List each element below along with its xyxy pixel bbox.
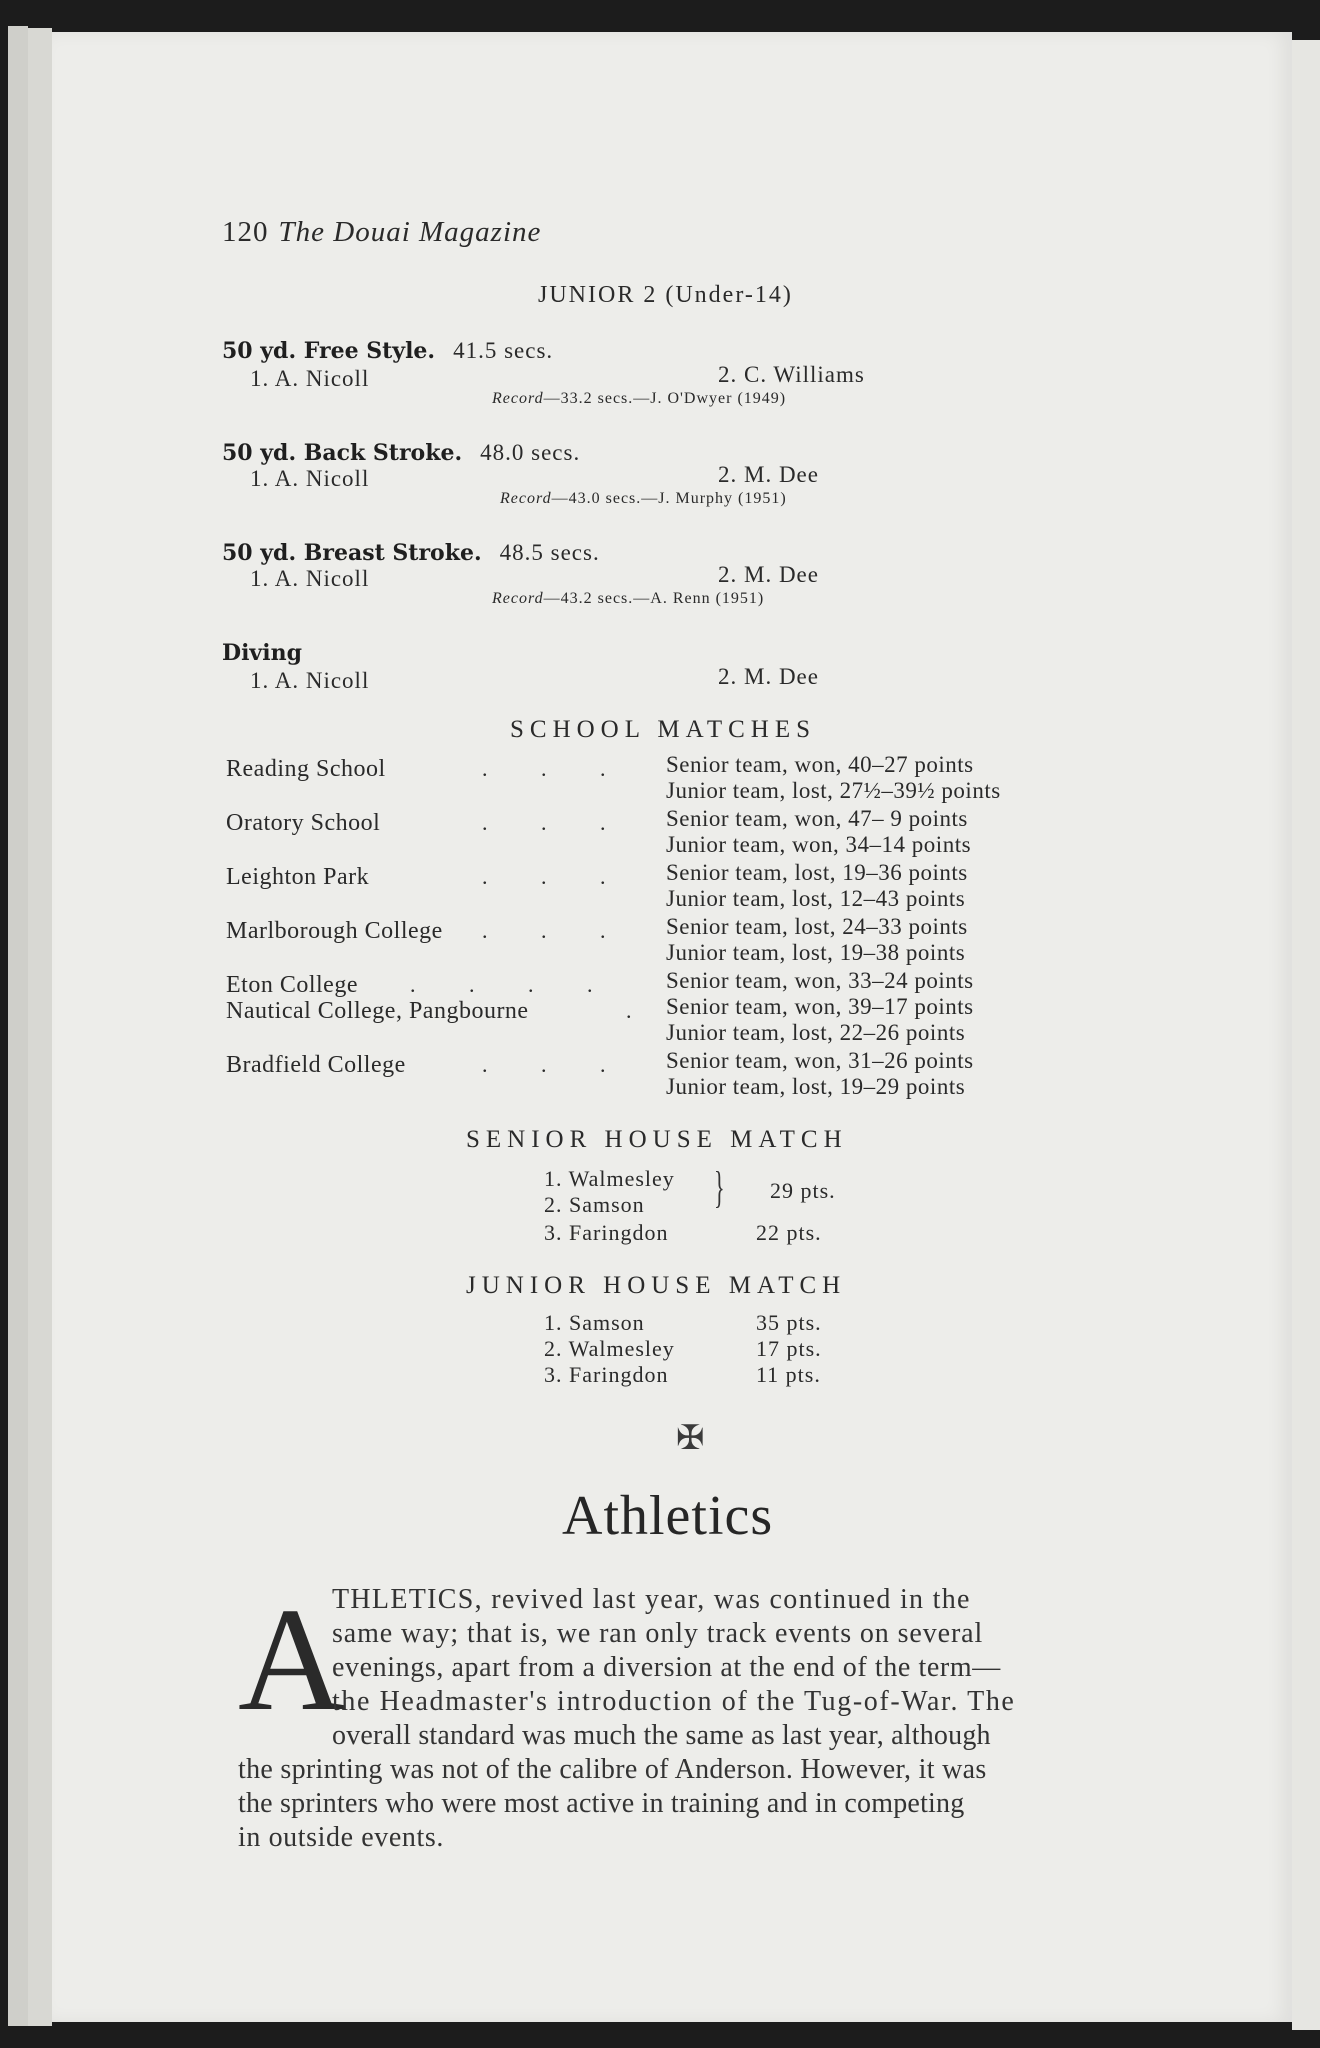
match-result: Senior team, lost, 24–33 points (666, 914, 968, 939)
match-result: Junior team, lost, 27½–39½ points (666, 778, 1001, 803)
record-label: Record (492, 390, 544, 407)
page-number: 120 (222, 216, 269, 248)
record-text: —33.2 secs.—J. O'Dwyer (1949) (543, 390, 787, 407)
match-result: Senior team, won, 39–17 points (666, 994, 974, 1019)
event-name: 50 yd. Free Style. (222, 338, 436, 364)
school-name: Eton College (226, 972, 358, 998)
match-result: Junior team, won, 34–14 points (666, 832, 972, 857)
athletics-title: Athletics (562, 1485, 774, 1547)
record-text: —43.0 secs.—J. Murphy (1951) (551, 490, 787, 507)
school-name: Reading School (226, 756, 386, 782)
event-time: 48.0 secs. (480, 440, 581, 465)
match-result: Junior team, lost, 19–29 points (666, 1074, 966, 1099)
school-name: Leighton Park (226, 864, 370, 890)
tied-points: 29 pts. (770, 1178, 836, 1203)
event-breast-stroke (222, 540, 600, 566)
house-position: 2. Walmesley (544, 1336, 675, 1361)
match-result: Junior team, lost, 19–38 points (666, 940, 966, 965)
second-place: 2. M. Dee (718, 462, 819, 487)
body-line: the sprinting was not of the calibre of Anderson. However, it was (238, 1754, 987, 1785)
record-label: Record (492, 590, 544, 607)
house-points: 17 pts. (756, 1336, 822, 1361)
match-result: Senior team, won, 40–27 points (666, 752, 974, 777)
house-position: 2. Samson (544, 1192, 645, 1217)
match-result: Junior team, lost, 22–26 points (666, 1020, 966, 1045)
first-place: 1. A. Nicoll (250, 466, 370, 491)
match-result: Senior team, lost, 19–36 points (666, 860, 968, 885)
body-line: in outside events. (238, 1822, 444, 1853)
match-result: Senior team, won, 33–24 points (666, 968, 974, 993)
house-position: 1. Samson (544, 1310, 645, 1335)
school-matches-heading: SCHOOL MATCHES (510, 716, 817, 743)
second-place: 2. M. Dee (718, 664, 819, 689)
school-name: Marlborough College (226, 918, 443, 944)
senior-house-match-heading: SENIOR HOUSE MATCH (466, 1126, 848, 1153)
second-place: 2. M. Dee (718, 562, 819, 587)
match-result: Junior team, lost, 12–43 points (666, 886, 966, 911)
page-edge (8, 26, 28, 2026)
school-name: Bradfield College (226, 1052, 406, 1078)
event-name: 50 yd. Breast Stroke. (222, 540, 482, 566)
leader-dots: . . . (482, 810, 630, 835)
tie-brace: } (714, 1163, 725, 1212)
record-label: Record (500, 490, 552, 507)
drop-cap: A (238, 1578, 345, 1742)
second-place: 2. C. Williams (718, 362, 865, 387)
body-line: overall standard was much the same as last year, although (332, 1720, 991, 1751)
first-place: 1. A. Nicoll (250, 366, 370, 391)
record-text: —43.2 secs.—A. Renn (1951) (543, 590, 765, 607)
house-points: 35 pts. (756, 1310, 822, 1335)
running-head (222, 216, 541, 249)
house-position: 3. Faringdon (544, 1220, 669, 1245)
junior-house-match-heading: JUNIOR HOUSE MATCH (466, 1272, 847, 1299)
event-record (492, 390, 786, 408)
match-result: Senior team, won, 47– 9 points (666, 806, 968, 831)
school-name: Oratory School (226, 810, 381, 836)
event-time: 48.5 secs. (499, 540, 600, 565)
body-line: the Headmaster's introduction of the Tug-of-War. The (332, 1686, 1016, 1717)
house-points: 11 pts. (756, 1362, 821, 1387)
body-line: THLETICS, revived last year, was continued in the (332, 1584, 971, 1615)
leader-dots: . (626, 998, 632, 1023)
event-record (492, 590, 764, 608)
first-place: 1. A. Nicoll (250, 668, 370, 693)
event-free-style (222, 338, 553, 364)
leader-dots: . . . (482, 918, 630, 943)
event-name: 50 yd. Back Stroke. (222, 440, 463, 466)
cross-ornament-icon: ✠ (676, 1420, 705, 1457)
page-edge (28, 28, 52, 2026)
event-back-stroke (222, 440, 580, 466)
body-line: the sprinters who were most active in training and in competing (238, 1788, 965, 1819)
house-position: 1. Walmesley (544, 1166, 675, 1191)
match-result: Senior team, won, 31–26 points (666, 1048, 974, 1073)
section-heading: JUNIOR 2 (Under-14) (538, 282, 793, 308)
event-record (500, 490, 787, 508)
house-position: 3. Faringdon (544, 1362, 669, 1387)
event-diving: Diving (222, 640, 302, 666)
leader-dots: . . . (482, 864, 630, 889)
body-line: evenings, apart from a diversion at the end of the term— (332, 1652, 1001, 1683)
leader-dots: . . . (482, 1052, 630, 1077)
school-name: Nautical College, Pangbourne (226, 998, 529, 1024)
leader-dots: . . . . (410, 972, 617, 997)
leader-dots: . . . (482, 756, 630, 781)
body-line: same way; that is, we ran only track events on several (332, 1618, 984, 1649)
first-place: 1. A. Nicoll (250, 566, 370, 591)
house-points: 22 pts. (756, 1220, 822, 1245)
facing-page-edge (1292, 40, 1320, 2030)
magazine-title: The Douai Magazine (278, 216, 542, 248)
event-time: 41.5 secs. (453, 338, 554, 363)
